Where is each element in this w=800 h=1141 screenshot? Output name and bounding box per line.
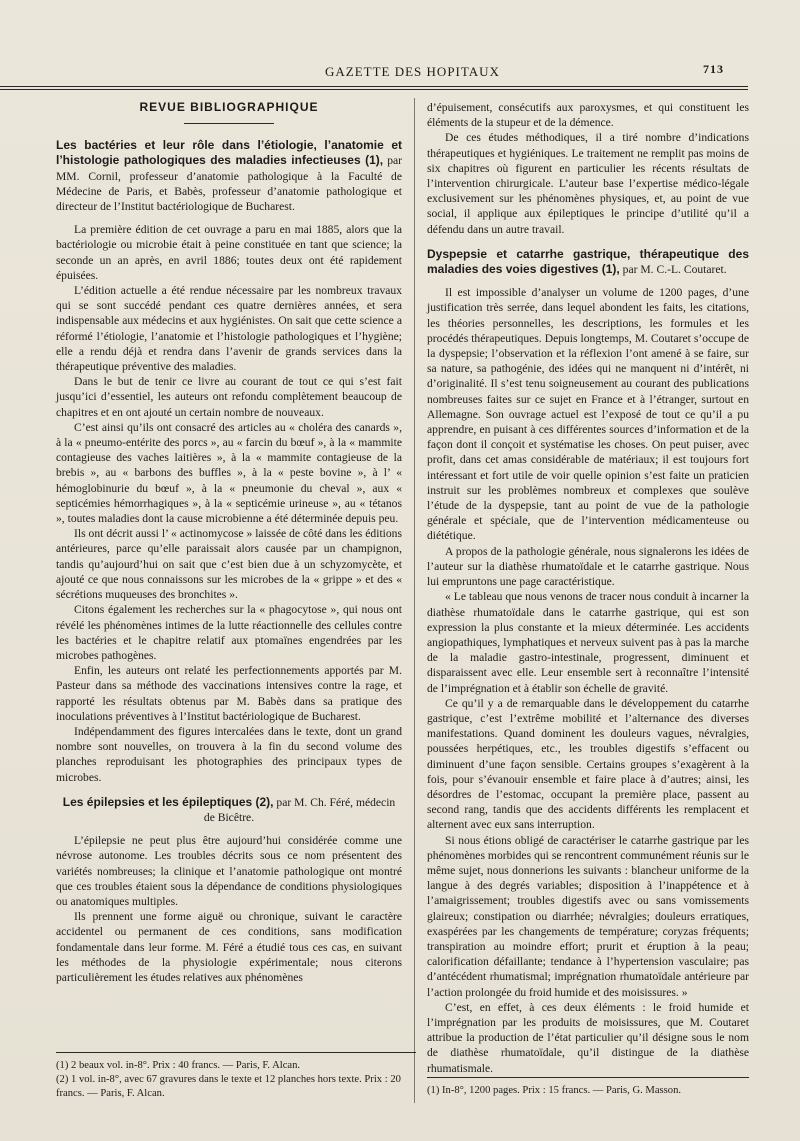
book-authors-1: par MM. Cornil, professeur d’anatomie pathologique à la Faculté de Médecine de Paris, et Babès, professeur d’anatomie pathologique et directeur de l’Institut bactériologique de Bucharest. (56, 154, 402, 214)
book-title-2: Les épilepsies et les épileptiques (2), (62, 794, 274, 809)
journal-title: GAZETTE DES HOPITAUX (325, 64, 500, 79)
book-entry-3 (427, 247, 749, 277)
book-entry-2 (56, 795, 402, 825)
paragraph: C’est ainsi qu’ils ont consacré des articles au « choléra des canards », à la « pneumo-entérite des porcs », au « farcin du bœuf », à la « mammite contagieuse des vaches laitières », à la « mammite contagieuse de la brebis », au « barbons des buffles », à la « peste bovine », à l’ « hémoglobinurie du bœuf », à la « pneumonie du cheval », aux « septicémies hémorrhagiques », à la « septicémie urineuse », au « tétanos », toutes maladies dont la cause microbienne a été déterminée depuis peu. (56, 420, 402, 526)
footnote: (1) In-8°, 1200 pages. Prix : 15 francs. — Paris, G. Masson. (427, 1085, 682, 1096)
paragraph: Ils prennent une forme aiguë ou chronique, suivant le caractère accidentel ou permanent de ces conditions, sans modification fondamentale dans leur forme. M. Féré a étudié tous ces cas, en suivant les méthodes de la physiologie expérimentale; nous citerons particulièrement les études relatives aux phénomènes (56, 910, 402, 984)
paragraph: Enfin, les auteurs ont relaté les perfectionnements apportés par M. Pasteur dans sa méthode des vaccinations intensives contre la rage, et rapporté les résultats obtenus par M. Babès dans sa pratique des inoculations préventives à l’Institut bactériologique de Bucharest. (56, 664, 402, 723)
paragraph: Ce qu’il y a de remarquable dans le développement du catarrhe gastrique, c’est l’extrême mobilité et l’alternance des diverses manifestations. Quand dominent les douleurs vagues, névralgies, poussées herpétiques, etc., les troubles digestifs s’effacent ou diminuent d’une façon sensible. Certains groupes s’exagèrent à la fois, pour s’évanouir ensemble et faire place à d’autres; ainsi, les désordres de l’estomac, occupant la première place, passent au second rang, tandis que des accidents différents les remplacent et alternent avec eux sans interruption. (427, 696, 749, 832)
paragraph: d’épuisement, consécutifs aux paroxysmes, et qui constituent les éléments de la stupeur et de la démence. (427, 101, 749, 130)
paragraph: Il est impossible d’analyser un volume de 1200 pages, d’une justification très serrée, dans lequel abondent les faits, les citations, les théories personnelles, les descriptions, les formules et les procédés thérapeutiques. Depuis longtemps, M. Coutaret s’occupe de la dyspepsie; l’observation et la réflexion l’ont amené à se faire, sur sa nature, sa pathogénie, des idées qui ne manquent ni d’intérêt, ni d’originalité. Il s’est tenu soigneusement au courant des publications nombreuses faites sur ce sujet en France et à l’étranger, surtout en Allemagne. Son ouvrage actuel est l’exposé de tout ce qu’il a pu apprendre, en puisant à ces différentes sources d’information et de la façon dont il conçoit et systématise les choses. On peut puiser, avec profit, dans cet amas considérable de matériaux; il est toujours fort intéressant et fort utile de voir quelle opinion s’est faite un praticien instruit sur les problèmes nombreux et complexes que soulève l’étude de la dyspepsie, tant au point de vue de la pathologie générale et spéciale, que de l’intervention médicamenteuse ou diététique. (427, 286, 749, 543)
paragraph: C’est, en effet, à ces deux éléments : le froid humide et l’imprégnation par les produits de moisissures, que M. Coutaret attribue la production de l’état particulier qu’il désigne sous le nom de diathèse rhumatoïdale, qu’il distingue de la diathèse rhumatismale. (427, 1000, 749, 1075)
paragraph: A propos de la pathologie générale, nous signalerons les idées de l’auteur sur la diathèse rhumatoïdale et le catarrhe gastrique. Nous lui empruntons une page caractéristique. (427, 544, 749, 589)
paragraph: L’épilepsie ne peut plus être aujourd’hui considérée comme une névrose autonome. Les troubles décrits sous ce nom présentent des variétés nombreuses; la clinique et l’anatomie pathologique ont montré que ces troubles étaient sous la dépendance de conditions physiologiques ou anatomiques multiples. (56, 834, 402, 908)
header-rule-double (0, 89, 748, 90)
left-column (56, 100, 402, 985)
paragraph: Indépendamment des figures intercalées dans le texte, dont un grand nombre sont nouvelles, on trouvera à la fin du second volume des planches reproduisant les photographies des principaux types de microbes. (56, 724, 402, 784)
book-authors-3: par M. C.-L. Coutaret. (622, 263, 727, 277)
footnotes-right (427, 1077, 749, 1098)
section-heading: REVUE BIBLIOGRAPHIQUE (139, 100, 319, 114)
paragraph: Ils ont décrit aussi l’ « actinomycose » laissée de côté dans les éditions antérieures, parce qu’elle paraissait alors causée par un champignon, tandis qu’aujourd’hui on sait que c’est bien due à un schyzomycète, et ajouté ce que nous connaissons sur les microbes de la « grippe » et des « sécrétions muqueuses des bronchites ». (56, 527, 402, 602)
section-rule (184, 123, 274, 124)
book-title-1: Les bactéries et leur rôle dans l’étiologie, l’anatomie et l’histologie pathologiques des maladies infectieuses (1), (56, 138, 402, 168)
book-authors-2: par M. Ch. Féré, médecin de Bicêtre. (203, 795, 396, 824)
footnotes-left (56, 1052, 402, 1101)
footnote: (1) 2 beaux vol. in-8°. Prix : 40 francs. — Paris, F. Alcan. (56, 1060, 301, 1071)
footnote-rule (56, 1052, 416, 1053)
book-title-3: Dyspepsie et catarrhe gastrique, thérapeutique des maladies des voies digestives (1), (427, 246, 749, 277)
footnote-rule (427, 1077, 749, 1078)
header-rule (0, 86, 748, 87)
page-number: 713 (703, 62, 724, 76)
paragraph: De ces études méthodiques, il a tiré nombre d’indications thérapeutiques et hygiéniques. Le traitement ne remplit pas moins de six chapitres où figurent en particulier les récents résultats de l’intervention chirurgicale. L’auteur base l’expertise médico-légale exclusivement sur les phénomènes physiques, et, au point de vue social, il applique aux épileptiques le principe d’utilité qu’il a défendu dans un autre travail. (427, 131, 749, 236)
paragraph: Si nous étions obligé de caractériser le catarrhe gastrique par les phénomènes morbides qui se rencontrent communément réunis sur le même sujet, nous donnerions les suivants : blancheur uniforme de la langue à des degrés variables; disposition à l’inappétence et à l’amaigrissement; troubles digestifs avec ou sans vomissements glaireux; constipation ou diarrhée; névralgies; douleurs erratiques, exaspérées par les changements de température; coryzas fréquents; transpiration au moindre effort; prurit et éruption à la peau; calorification défaillante; tendance à l’hypertension vasculaire; pas d’antécédent rhumatismal; imprégnation rhumatoïdale antérieure par l’action prolongée du froid humide et des moisissures. » (427, 833, 749, 999)
paragraph: Citons également les recherches sur la « phagocytose », qui nous ont révélé les phénomènes intimes de la lutte réactionnelle des cellules contre les bactéries et le chapitre relatif aux ptomaïnes engendrées par les microbes pathogènes. (56, 603, 402, 662)
paragraph: L’édition actuelle a été rendue nécessaire par les nombreux travaux qui se sont succédé pendant ces quatre dernières années, et sera indispensable aux médecins et aux hygiénistes. On sait que cette science a réformé l’étiologie, l’anatomie et l’histologie pathologiques et l’hygiène; elle a rendu déjà et rendra dans l’avenir de grands services dans la thérapeutique préventive des maladies. (56, 284, 402, 374)
column-divider (414, 98, 415, 1103)
right-column (427, 100, 749, 1076)
footnote: (2) 1 vol. in-8°, avec 67 gravures dans le texte et 12 planches hors texte. Prix : 20 francs. — Paris, F. Alcan. (56, 1074, 401, 1099)
paragraph: La première édition de cet ouvrage a paru en mai 1885, alors que la bactériologie ou microbie était à peine constituée en tant que science; la seconde un an après, en avril 1886; toutes deux ont été rapidement épuisées. (56, 223, 402, 282)
paragraph: Dans le but de tenir ce livre au courant de tout ce qui s’est fait jusqu’ici d’essentiel, les auteurs ont refondu complètement beaucoup de chapitres et en ont ajouté un certain nombre de nouveaux. (56, 375, 402, 419)
book-entry-1 (56, 138, 402, 214)
paragraph: « Le tableau que nous venons de tracer nous conduit à incarner la diathèse rhumatoïdale dans le catarrhe gastrique, qui est son expression la plus constante et la mieux déterminée. Les accidents angiopathiques, lymphatiques et nerveux suivent pas à pas la marche de la maladie gastro-intestinale, progressent, diminuent et disparaissent avec elle. Leur ensemble sert à reconnaître l’intensité de l’imprégnation et à établir son échelle de gravité. (427, 590, 749, 695)
